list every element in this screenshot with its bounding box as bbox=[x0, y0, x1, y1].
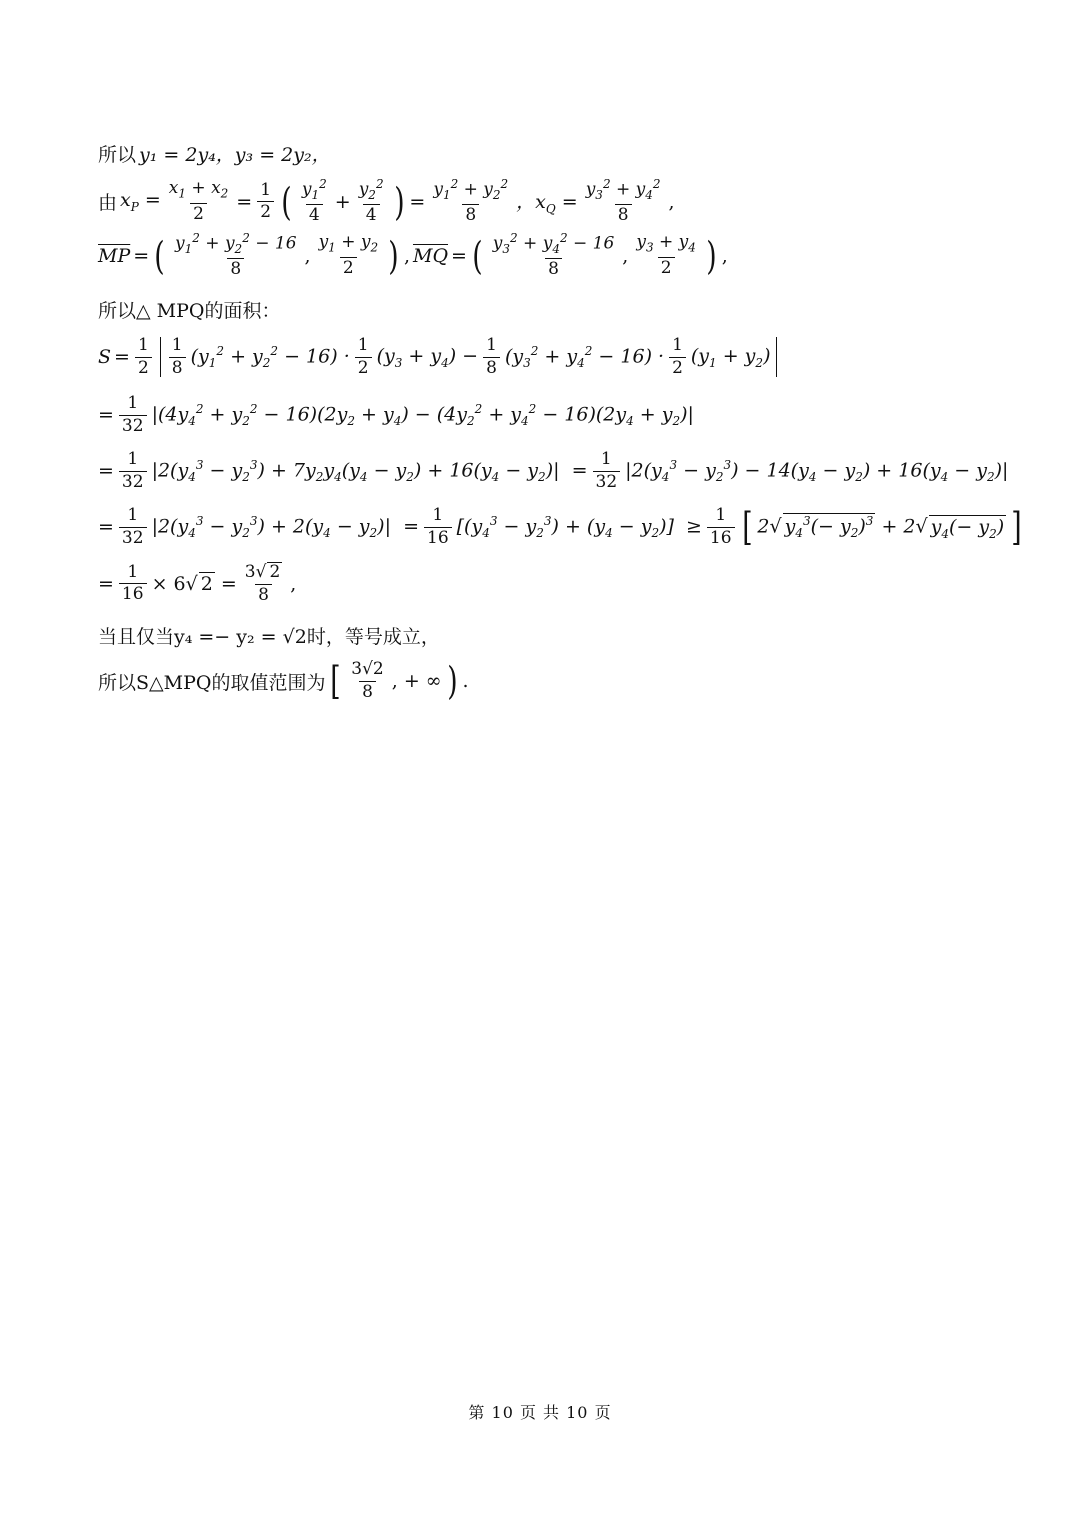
mq-y-fraction: $\frac{y_3 + y_4}{2}$ bbox=[636, 232, 696, 278]
paren-close: ) bbox=[393, 179, 405, 224]
y1sq-over-4: $\frac{y_1^2}{4}$ bbox=[301, 177, 327, 225]
line-1-math: y₁ = 2y₄，y₃ = 2y₂， bbox=[139, 144, 331, 166]
line-5: S = $\frac{1}{2}$ $\frac{1}{8}$ $(y_1^2 + y_2^2 - 16)$ · $\frac{1}{2}$ $(y_3 + y_4)$ − $\frac{1}{8}$ $(y_3^2 + y_4^2 - 16)$ · $\frac{1}{2}$ $(y_1 + y_2)$ bbox=[98, 336, 780, 378]
line-7: = $\frac{1}{32}$ $|2(y_4^3 - y_2^3) + 7y_2y_4(y_4 - y_2) + 16(y_4 - y_2)|$ = $\frac{1}{32}$ $|2(y_4^3 - y_2^3) - 14(y_4 - y_2) + 16(y_4 - y_2)|$ bbox=[98, 449, 1009, 492]
range-numerator: 3√2 bbox=[351, 659, 384, 679]
range-denominator: 8 bbox=[359, 681, 376, 703]
line-1-prefix: 所以 bbox=[98, 144, 137, 166]
y2sq-over-4: $\frac{y_2^2}{4}$ bbox=[358, 177, 384, 225]
line-4 bbox=[98, 296, 280, 323]
line-2-prefix: 由 bbox=[98, 192, 118, 215]
range-tail: , + ∞ bbox=[391, 670, 442, 693]
line-6: = $\frac{1}{32}$ $|(4y_4^2 + y_2^2 - 16)(2y_2 + y_4) - (4y_2^2 + y_4^2 - 16)(2y_4 + y_2)|$ bbox=[98, 393, 694, 436]
mp-x-fraction: $\frac{y_1^2 + y_2^2 - 16}{8}$ bbox=[175, 231, 297, 279]
line-10 bbox=[98, 622, 440, 649]
xq-fraction: $\frac{y_3^2 + y_4^2}{8}$ bbox=[585, 177, 661, 225]
line-2: 由 $x_P$ = $\frac{x_1 + x_2}{2}$ = $\frac{1}{2}$ ( $\frac{y_1^2}{4}$ + $\frac{y_2^2}{4}$ ) = $\frac{y_1^2 + y_2^2}{8}$ ，$x_Q$ = $\frac{y_3^2 + y_4^2}{8}$ , bbox=[98, 177, 675, 225]
eq-sign: = bbox=[236, 190, 253, 213]
line-11: 所以S△MPQ的取值范围为 [ $\frac{3√2}{8}$ , + ∞ ) . bbox=[98, 659, 469, 704]
line-8: = $\frac{1}{32}$ $|2(y_4^3 - y_2^3) + 2(y_4 - y_2)|$ = $\frac{1}{16}$ $[(y_4^3 - y_2^3) + (y_4 - y_2)]$ ≥ $\frac{1}{16}$ [ 2√ $y_4^3(- y_2)^3 + 2√$ $y_4(- y_2)$ ] bbox=[98, 505, 1022, 550]
line-9: = $\frac{1}{16}$ × 6√ 2 = $\frac{3√ 2}{8}$ , bbox=[98, 561, 297, 605]
mp-y-fraction: $\frac{y_1 + y_2}{2}$ bbox=[318, 232, 379, 278]
xp-result-fraction: $\frac{y_1^2 + y_2^2}{8}$ bbox=[433, 177, 509, 225]
mq-x-fraction: $\frac{y_3^2 + y_4^2 - 16}{8}$ bbox=[492, 231, 615, 279]
range-intro: 所以S△MPQ的取值范围为 bbox=[98, 671, 326, 694]
vector-mq: $\overline{MQ}$ bbox=[412, 244, 449, 267]
vector-mp: $\overline{MP}$ bbox=[98, 244, 131, 267]
equality-condition: 当且仅当y₄ =− y₂ = √2时，等号成立， bbox=[98, 626, 440, 648]
line-3: $\overline{MP}$ = ( $\frac{y_1^2 + y_2^2 - 16}{8}$ , $\frac{y_1 + y_2}{2}$ ) , $\overline{MQ}$ = ( $\frac{y_3^2 + y_4^2 - 16}{8}$ , $\frac{y_3 + y_4}{2}$ ) , bbox=[98, 231, 728, 279]
paren-open: ( bbox=[281, 179, 292, 224]
line-1 bbox=[98, 140, 331, 167]
page-footer: 第 10 页 共 10 页 bbox=[468, 1403, 612, 1422]
range-fraction bbox=[348, 660, 386, 702]
xp-symbol: $x_P$ = bbox=[120, 189, 161, 215]
area-intro: 所以△ MPQ的面积： bbox=[98, 300, 281, 322]
half-fraction: $\frac{1}{2}$ bbox=[257, 181, 274, 223]
xq-symbol: ，$x_Q$ = bbox=[516, 191, 578, 217]
xp-fraction: $\frac{x_1 + x_2}{2}$ bbox=[168, 178, 229, 224]
